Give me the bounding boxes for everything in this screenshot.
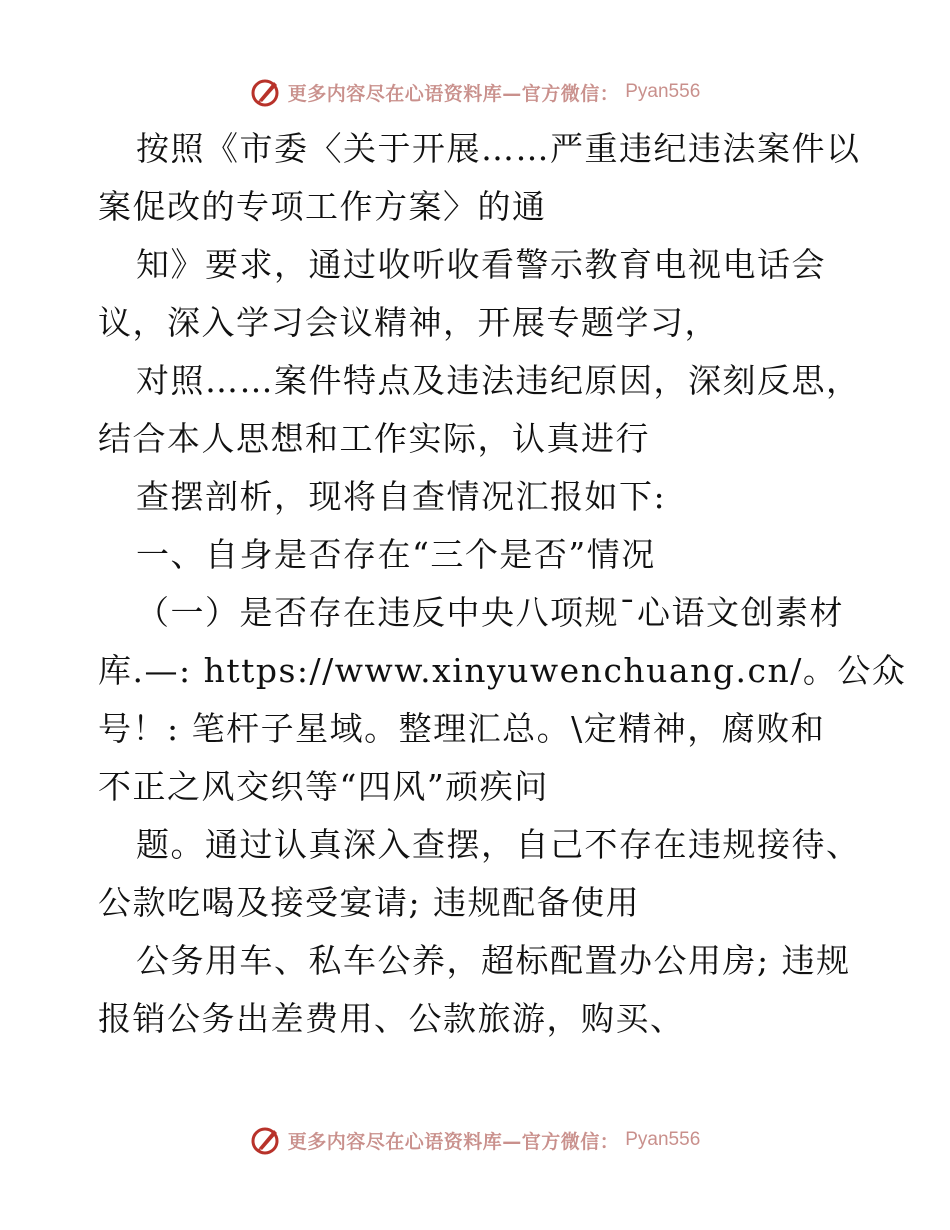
text-line: 案促改的专项工作方案〉的通 [98,187,547,226]
section-heading [98,526,858,584]
text-line: 知》要求，通过收听收看警示教育电视电话会 [136,245,826,284]
footer-banner-text: 更多内容尽在心语资料库—官方微信： [287,1130,620,1153]
paragraph-1 [98,120,861,236]
text-line: 报销公务出差费用、公款旅游，购买、 [98,999,685,1038]
text-line: 对照……案件特点及违法违纪原因，深刻反思， [136,361,861,400]
text-line: 公款吃喝及接受宴请; 违规配备使用 [98,883,641,922]
document-body [98,120,907,1048]
text-line: 公务用车、私车公养，超标配置办公用房; 违规 [136,941,851,980]
quill-circle-icon [250,76,282,108]
paragraph-2 [98,236,858,352]
text-line: 议，深入学习会议精神，开展专题学习， [98,303,719,342]
header-banner-text: 更多内容尽在心语资料库—官方微信： [287,82,620,105]
text-line: 题。通过认真深入查摆，自己不存在违规接待、 [136,825,861,864]
header-banner-wechat-id: Pyan556 [625,81,701,102]
quill-circle-icon [250,1124,282,1156]
footer-banner [0,1120,950,1160]
text-line: 一、自身是否存在“三个是否”情况 [136,535,656,574]
text-line: 不正之风交织等“四风”顽疾问 [98,767,549,806]
text-line: （一）是否存在违反中央八项规¯心语文创素材 [136,593,844,632]
paragraph-7 [98,932,858,1048]
text-line: 库.—: https://www.xinyuwenchuang.cn/。公众 [98,651,907,690]
text-line: 查摆剖析，现将自查情况汇报如下: [136,477,667,516]
text-line: 结合本人思想和工作实际，认真进行 [98,419,650,458]
paragraph-6 [98,816,861,932]
paragraph-4 [98,468,858,526]
footer-banner-wechat-id: Pyan556 [625,1129,701,1150]
header-banner [0,72,950,112]
text-line: 按照《市委〈关于开展……严重违纪违法案件以 [136,129,861,168]
paragraph-3 [98,352,861,468]
text-line: 号！: 笔杆子星域。整理汇总。\定精神，腐败和 [98,709,826,748]
paragraph-5 [98,584,907,816]
